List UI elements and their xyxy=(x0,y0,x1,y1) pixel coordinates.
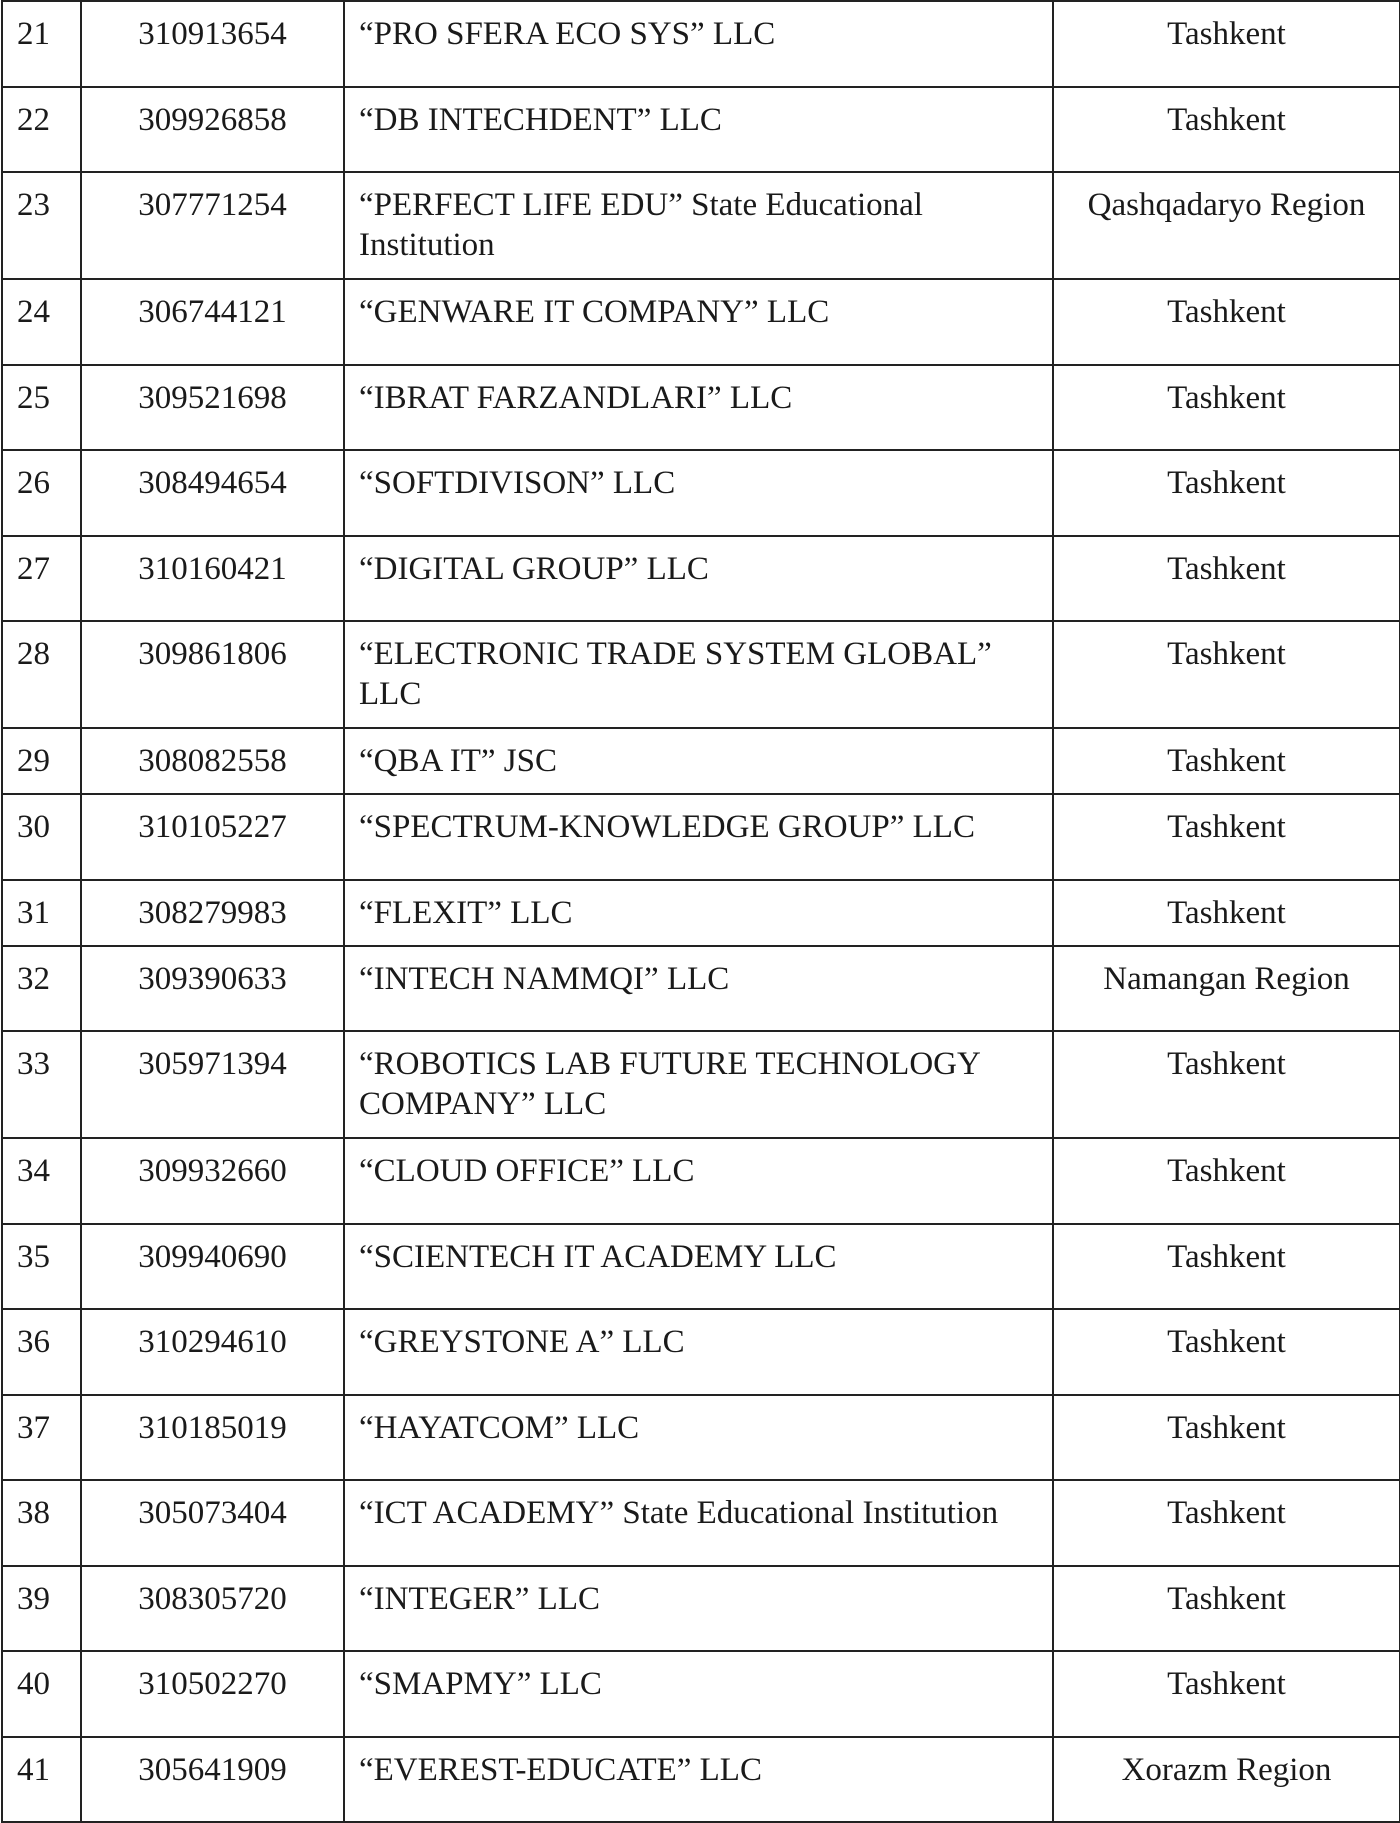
row-number: 31 xyxy=(2,880,81,946)
table-row xyxy=(2,87,1400,173)
region: Tashkent xyxy=(1053,1566,1400,1652)
tax-id: 308305720 xyxy=(81,1566,344,1652)
table-row xyxy=(2,1,1400,87)
tax-id: 308279983 xyxy=(81,880,344,946)
organization-name: “GREYSTONE A” LLC xyxy=(344,1309,1053,1395)
table-row xyxy=(2,172,1400,279)
table-row xyxy=(2,1031,1400,1138)
tax-id: 305641909 xyxy=(81,1737,344,1823)
organization-name: “FLEXIT” LLC xyxy=(344,880,1053,946)
tax-id: 307771254 xyxy=(81,172,344,279)
organization-name: “SMAPMY” LLC xyxy=(344,1651,1053,1737)
row-number: 21 xyxy=(2,1,81,87)
table-row xyxy=(2,1480,1400,1566)
organization-name: “QBA IT” JSC xyxy=(344,728,1053,794)
organization-name: “PRO SFERA ECO SYS” LLC xyxy=(344,1,1053,87)
row-number: 33 xyxy=(2,1031,81,1138)
tax-id: 309940690 xyxy=(81,1224,344,1310)
tax-id: 310105227 xyxy=(81,794,344,880)
region: Tashkent xyxy=(1053,880,1400,946)
table-row xyxy=(2,1138,1400,1224)
region: Tashkent xyxy=(1053,450,1400,536)
row-number: 34 xyxy=(2,1138,81,1224)
region: Tashkent xyxy=(1053,1224,1400,1310)
organization-name: “IBRAT FARZANDLARI” LLC xyxy=(344,365,1053,451)
table-row xyxy=(2,365,1400,451)
organization-name: “PERFECT LIFE EDU” State Educational Institution xyxy=(344,172,1053,279)
region: Qashqadaryo Region xyxy=(1053,172,1400,279)
region: Tashkent xyxy=(1053,1395,1400,1481)
organization-name: “SPECTRUM-KNOWLEDGE GROUP” LLC xyxy=(344,794,1053,880)
row-number: 37 xyxy=(2,1395,81,1481)
table-row xyxy=(2,1566,1400,1652)
organization-name: “GENWARE IT COMPANY” LLC xyxy=(344,279,1053,365)
tax-id: 310185019 xyxy=(81,1395,344,1481)
table-row xyxy=(2,1224,1400,1310)
region: Tashkent xyxy=(1053,728,1400,794)
region: Tashkent xyxy=(1053,1,1400,87)
row-number: 40 xyxy=(2,1651,81,1737)
tax-id: 308494654 xyxy=(81,450,344,536)
table-row xyxy=(2,1309,1400,1395)
organization-name: “HAYATCOM” LLC xyxy=(344,1395,1053,1481)
row-number: 38 xyxy=(2,1480,81,1566)
tax-id: 305971394 xyxy=(81,1031,344,1138)
table-row xyxy=(2,728,1400,794)
row-number: 35 xyxy=(2,1224,81,1310)
row-number: 29 xyxy=(2,728,81,794)
organization-name: “CLOUD OFFICE” LLC xyxy=(344,1138,1053,1224)
region: Tashkent xyxy=(1053,87,1400,173)
region: Tashkent xyxy=(1053,536,1400,622)
tax-id: 305073404 xyxy=(81,1480,344,1566)
table-row xyxy=(2,1737,1400,1823)
table-row xyxy=(2,621,1400,728)
table-row xyxy=(2,1651,1400,1737)
row-number: 36 xyxy=(2,1309,81,1395)
table-row xyxy=(2,794,1400,880)
row-number: 41 xyxy=(2,1737,81,1823)
tax-id: 310913654 xyxy=(81,1,344,87)
organization-name: “SCIENTECH IT ACADEMY LLC xyxy=(344,1224,1053,1310)
region: Tashkent xyxy=(1053,621,1400,728)
tax-id: 309390633 xyxy=(81,946,344,1032)
region: Tashkent xyxy=(1053,1031,1400,1138)
region: Tashkent xyxy=(1053,365,1400,451)
tax-id: 309932660 xyxy=(81,1138,344,1224)
row-number: 27 xyxy=(2,536,81,622)
organization-name: “ICT ACADEMY” State Educational Institution xyxy=(344,1480,1053,1566)
table-row xyxy=(2,946,1400,1032)
region: Tashkent xyxy=(1053,1651,1400,1737)
region: Tashkent xyxy=(1053,1309,1400,1395)
table-row xyxy=(2,1395,1400,1481)
organization-name: “ROBOTICS LAB FUTURE TECHNOLOGY COMPANY” LLC xyxy=(344,1031,1053,1138)
tax-id: 306744121 xyxy=(81,279,344,365)
row-number: 26 xyxy=(2,450,81,536)
tax-id: 309861806 xyxy=(81,621,344,728)
row-number: 39 xyxy=(2,1566,81,1652)
region: Tashkent xyxy=(1053,279,1400,365)
tax-id: 310160421 xyxy=(81,536,344,622)
row-number: 22 xyxy=(2,87,81,173)
organizations-table xyxy=(1,0,1400,1823)
organization-name: “SOFTDIVISON” LLC xyxy=(344,450,1053,536)
tax-id: 308082558 xyxy=(81,728,344,794)
region: Tashkent xyxy=(1053,794,1400,880)
tax-id: 309521698 xyxy=(81,365,344,451)
organization-name: “EVEREST-EDUCATE” LLC xyxy=(344,1737,1053,1823)
tax-id: 310294610 xyxy=(81,1309,344,1395)
organization-name: “ELECTRONIC TRADE SYSTEM GLOBAL” LLC xyxy=(344,621,1053,728)
organization-name: “INTECH NAMMQI” LLC xyxy=(344,946,1053,1032)
region: Tashkent xyxy=(1053,1138,1400,1224)
row-number: 23 xyxy=(2,172,81,279)
row-number: 28 xyxy=(2,621,81,728)
row-number: 25 xyxy=(2,365,81,451)
region: Namangan Region xyxy=(1053,946,1400,1032)
region: Xorazm Region xyxy=(1053,1737,1400,1823)
organization-name: “DB INTECHDENT” LLC xyxy=(344,87,1053,173)
tax-id: 309926858 xyxy=(81,87,344,173)
region: Tashkent xyxy=(1053,1480,1400,1566)
table-row xyxy=(2,279,1400,365)
organization-name: “DIGITAL GROUP” LLC xyxy=(344,536,1053,622)
row-number: 32 xyxy=(2,946,81,1032)
row-number: 24 xyxy=(2,279,81,365)
tax-id: 310502270 xyxy=(81,1651,344,1737)
organization-name: “INTEGER” LLC xyxy=(344,1566,1053,1652)
row-number: 30 xyxy=(2,794,81,880)
table-row xyxy=(2,880,1400,946)
table-row xyxy=(2,450,1400,536)
table-row xyxy=(2,536,1400,622)
